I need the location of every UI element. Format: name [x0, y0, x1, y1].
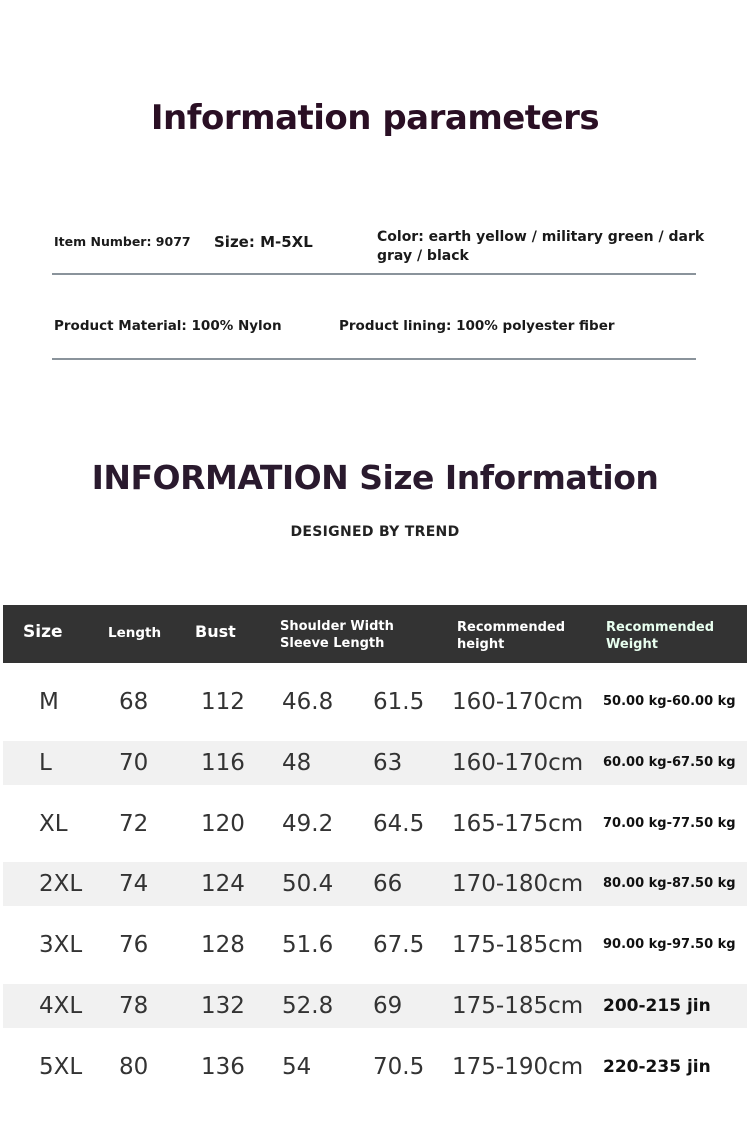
cell-size: L	[39, 750, 52, 776]
cell-length: 76	[119, 932, 149, 958]
cell-shoulder: 52.8	[282, 993, 334, 1019]
cell-shoulder: 48	[282, 750, 312, 776]
header-size: Size	[23, 622, 63, 642]
table-row	[3, 923, 747, 967]
cell-weight: 70.00 kg-77.50 kg	[603, 816, 736, 831]
cell-height: 175-190cm	[452, 1054, 584, 1080]
cell-sleeve: 67.5	[373, 932, 425, 958]
cell-sleeve: 70.5	[373, 1054, 425, 1080]
cell-bust: 120	[201, 811, 245, 837]
cell-shoulder: 49.2	[282, 811, 334, 837]
table-row	[3, 1045, 747, 1089]
divider	[52, 273, 696, 275]
cell-weight: 200-215 jin	[603, 996, 711, 1016]
cell-sleeve: 64.5	[373, 811, 425, 837]
cell-length: 72	[119, 811, 149, 837]
item-number-label: Item Number: 9077	[54, 234, 191, 249]
material-label: Product Material: 100% Nylon	[54, 318, 282, 334]
cell-sleeve: 69	[373, 993, 403, 1019]
cell-weight: 60.00 kg-67.50 kg	[603, 755, 736, 770]
cell-shoulder: 50.4	[282, 871, 334, 897]
table-row	[3, 862, 747, 906]
cell-size: M	[39, 689, 59, 715]
cell-sleeve: 63	[373, 750, 403, 776]
cell-height: 170-180cm	[452, 871, 584, 897]
header-bust: Bust	[195, 622, 236, 641]
cell-bust: 136	[201, 1054, 245, 1080]
cell-length: 78	[119, 993, 149, 1019]
cell-weight: 50.00 kg-60.00 kg	[603, 694, 736, 709]
cell-sleeve: 66	[373, 871, 403, 897]
cell-bust: 124	[201, 871, 245, 897]
cell-size: 4XL	[39, 993, 83, 1019]
cell-size: 5XL	[39, 1054, 83, 1080]
cell-size: 2XL	[39, 871, 83, 897]
cell-weight: 220-235 jin	[603, 1057, 711, 1077]
page-title: Information parameters	[150, 98, 600, 138]
table-row	[3, 984, 747, 1028]
size-table-header	[3, 605, 747, 663]
color-options-label: Color: earth yellow / military green / dark gray / black	[377, 229, 705, 264]
cell-bust: 112	[201, 689, 245, 715]
cell-weight: 90.00 kg-97.50 kg	[603, 937, 736, 952]
header-recommended-weight: Recommended Weight	[606, 620, 715, 652]
size-section-subtitle: DESIGNED BY TREND	[290, 524, 460, 540]
cell-size: XL	[39, 811, 68, 837]
header-recommended-height: Recommended height	[457, 620, 566, 652]
cell-height: 165-175cm	[452, 811, 584, 837]
cell-bust: 132	[201, 993, 245, 1019]
header-shoulder-sleeve: Shoulder Width Sleeve Length	[280, 619, 394, 651]
divider	[52, 358, 696, 360]
size-range-label: Size: M-5XL	[214, 233, 313, 251]
size-section-title: INFORMATION Size Information	[91, 458, 659, 497]
table-row	[3, 680, 747, 724]
cell-height: 160-170cm	[452, 689, 584, 715]
cell-shoulder: 46.8	[282, 689, 334, 715]
cell-length: 68	[119, 689, 149, 715]
cell-length: 74	[119, 871, 149, 897]
cell-weight: 80.00 kg-87.50 kg	[603, 876, 736, 891]
cell-length: 80	[119, 1054, 149, 1080]
cell-bust: 128	[201, 932, 245, 958]
cell-length: 70	[119, 750, 149, 776]
table-row	[3, 802, 747, 846]
lining-label: Product lining: 100% polyester fiber	[339, 318, 615, 334]
cell-height: 175-185cm	[452, 993, 584, 1019]
cell-height: 175-185cm	[452, 932, 584, 958]
header-length: Length	[108, 625, 162, 641]
cell-bust: 116	[201, 750, 245, 776]
cell-sleeve: 61.5	[373, 689, 425, 715]
cell-size: 3XL	[39, 932, 83, 958]
table-row	[3, 741, 747, 785]
cell-shoulder: 51.6	[282, 932, 334, 958]
cell-shoulder: 54	[282, 1054, 312, 1080]
cell-height: 160-170cm	[452, 750, 584, 776]
